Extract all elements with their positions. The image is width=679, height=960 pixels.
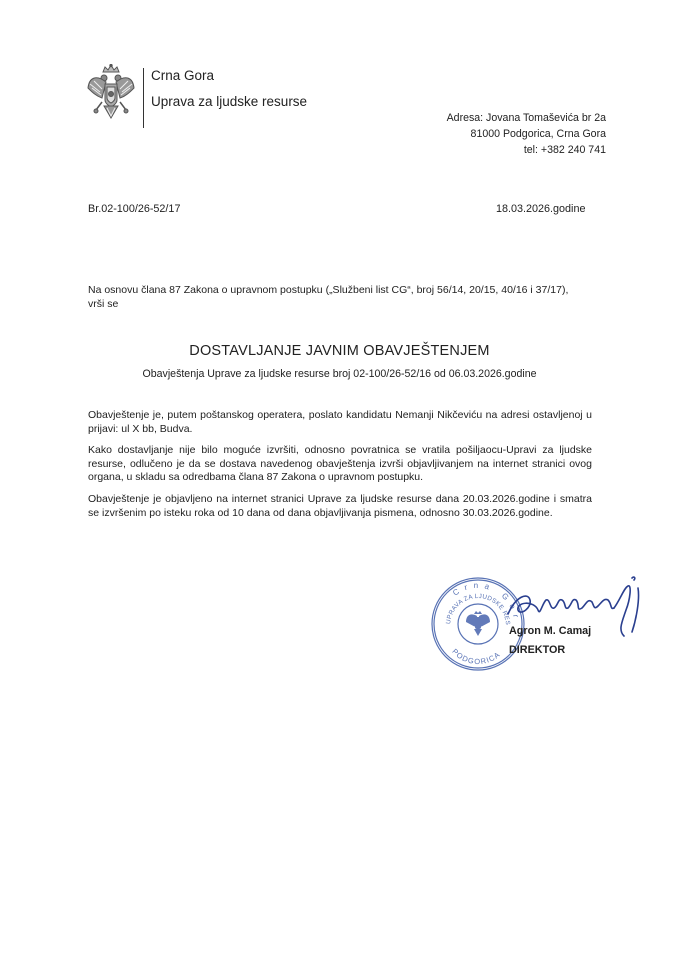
document-title: DOSTAVLJANJE JAVNIM OBAVJEŠTENJEM bbox=[189, 343, 490, 359]
intro-text bbox=[88, 283, 608, 311]
org-name: Uprava za ljudske resurse bbox=[151, 94, 308, 109]
address-block bbox=[447, 110, 606, 158]
body-paragraph: Obavještenje je, putem poštanskog operatera, poslato kandidatu Nemanji Nikčeviću na adresi ostavljenoj u prijavi: ul X bb, Budva. bbox=[88, 409, 592, 435]
signatory-title: DIREKTOR bbox=[509, 644, 566, 656]
reference-number: Br.02-100/26-52/17 bbox=[88, 203, 181, 215]
stamp-bottom-text: PODGORICA bbox=[450, 646, 503, 667]
stamp-middle-text: UPRAVA ZA LJUDSKE RES bbox=[445, 592, 512, 626]
document-date: 18.03.2026.godine bbox=[496, 203, 586, 215]
org-country: Crna Gora bbox=[151, 68, 215, 83]
intro-line: vrši se bbox=[88, 298, 119, 310]
signatory-name: Agron M. Camaj bbox=[509, 625, 592, 637]
stamp-top-text: Crna Gor bbox=[451, 580, 522, 624]
address-phone: tel: +382 240 741 bbox=[523, 144, 606, 156]
address-city: 81000 Podgorica, Crna Gora bbox=[470, 128, 606, 140]
body-paragraph: Kako dostavljanje nije bilo moguće izvršiti, odnosno povratnica se vratila pošiljaocu-Upravi za ljudske resurse, odlučeno je da se dostava navedenog obavještenja izvrši objavljivanjem na internet stranici ovog organa, u skladu sa odredbama člana 87 Zakona o upravnom postupku. bbox=[88, 444, 592, 484]
header-divider bbox=[143, 68, 144, 128]
document-subtitle: Obavještenja Uprave za ljudske resurse broj 02-100/26-52/16 od 06.03.2026.godine bbox=[142, 368, 537, 380]
address-street: Adresa: Jovana Tomaševića br 2a bbox=[446, 112, 606, 124]
coat-of-arms-icon bbox=[86, 64, 136, 126]
intro-line: Na osnovu člana 87 Zakona o upravnom postupku („Službeni list CG“, broj 56/14, 20/15, 40/16 i 37/17), bbox=[88, 284, 569, 296]
body-paragraph: Obavještenje je objavljeno na internet stranici Uprave za ljudske resurse dana 20.03.2026.godine i smatra se izvršenim po isteku roka od 10 dana od dana objavljivanja pismena, odnosno 30.03.2026.godine. bbox=[88, 493, 592, 519]
